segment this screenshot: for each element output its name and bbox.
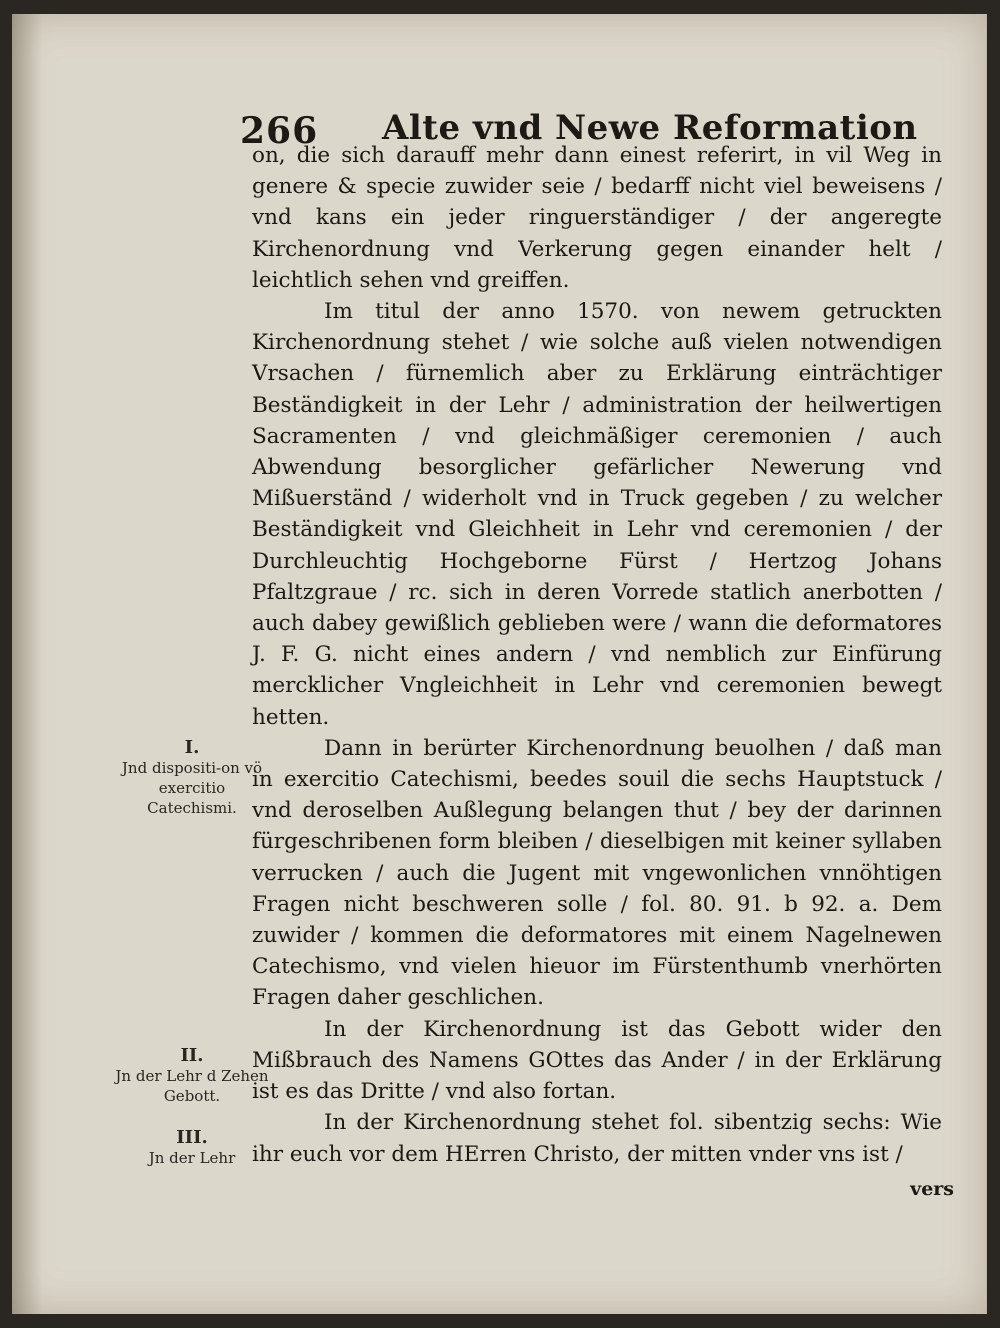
paragraph-2: Im titul der anno 1570. von newem getruckten Kirchenordnung stehet / wie solche auß vielen notwendigen Vrsachen / fürnemlich aber zu Erklärung einträchtiger Beständigkeit in der Lehr / administration der heilwertigen Sacramenten / vnd gleichmäßiger ceremonien / auch Abwendung besorglicher gefärlicher Newerung vnd Mißuerständ / widerholt vnd in Truck gegeben / zu welcher Beständigkeit vnd Gleichheit in Lehr vnd ceremonien / der Durchleuchtig Hochgeborne Fürst / Hertzog Johans Pfaltzgraue / rc. sich in deren Vorrede statlich anerbotten / auch dabey gewißlich geblieben were / wann die deformatores J. F. G. nicht eines andern / vnd nemblich zur Einfürung mercklicher Vngleichheit in Lehr vnd ceremonien bewegt hetten. <box>252 299 942 730</box>
running-title: Alte vnd Newe Reformation <box>382 108 918 148</box>
margin-note-text: Jnd dispositi-on vö exercitio Catechismi. <box>121 759 263 817</box>
page-number: 266 <box>240 110 319 152</box>
body-text <box>252 140 942 1180</box>
margin-note-text: Jn der Lehr d Zehen Gebott. <box>115 1067 269 1105</box>
paragraph-4: In der Kirchenordnung ist das Gebott wider den Mißbrauch des Namens GOttes das Ander / in der Erklärung ist es das Dritte / vnd also fortan. <box>252 1016 942 1105</box>
paragraph-5: In der Kirchenordnung stehet fol. sibentzig sechs: Wie ihr euch vor dem HErren Christo, der mitten vnder vns ist / <box>252 1110 942 1167</box>
paragraph-1: on, die sich darauff mehr dann einest referirt, in vil Weg in genere & specie zuwider seie / bedarff nicht viel beweisens / vnd kans ein jeder ringuerständiger / der angeregte Kirchenordnung vnd Verkerung gegen einander helt / leichtlich sehen vnd greiffen. <box>252 143 942 293</box>
catchword: vers <box>910 1178 954 1200</box>
margin-note-number: I. <box>184 737 200 758</box>
margin-note-number: II. <box>180 1045 204 1066</box>
margin-note-1 <box>112 738 272 818</box>
paragraph-3: Dann in berürter Kirchenordnung beuolhen / daß man in exercitio Catechismi, beedes souil die sechs Hauptstuck / vnd deroselben Außlegung belangen thut / bey der darinnen fürgeschribenen form bleiben / dieselbigen mit keiner syllaben verrucken / auch die Jugent mit vngewonlichen vnnöhtigen Fragen nicht beschweren solle / fol. 80. 91. b 92. a. Dem zuwider / kommen die deformatores mit einem Nagelnewen Catechismo, vnd vielen hieuor im Fürstenthumb vnerhörten Fragen daher geschlichen. <box>252 735 942 1011</box>
margin-note-number: III. <box>176 1127 208 1148</box>
margin-note-3 <box>112 1128 272 1168</box>
margin-note-2 <box>112 1046 272 1106</box>
margin-note-text: Jn der Lehr <box>148 1149 236 1167</box>
